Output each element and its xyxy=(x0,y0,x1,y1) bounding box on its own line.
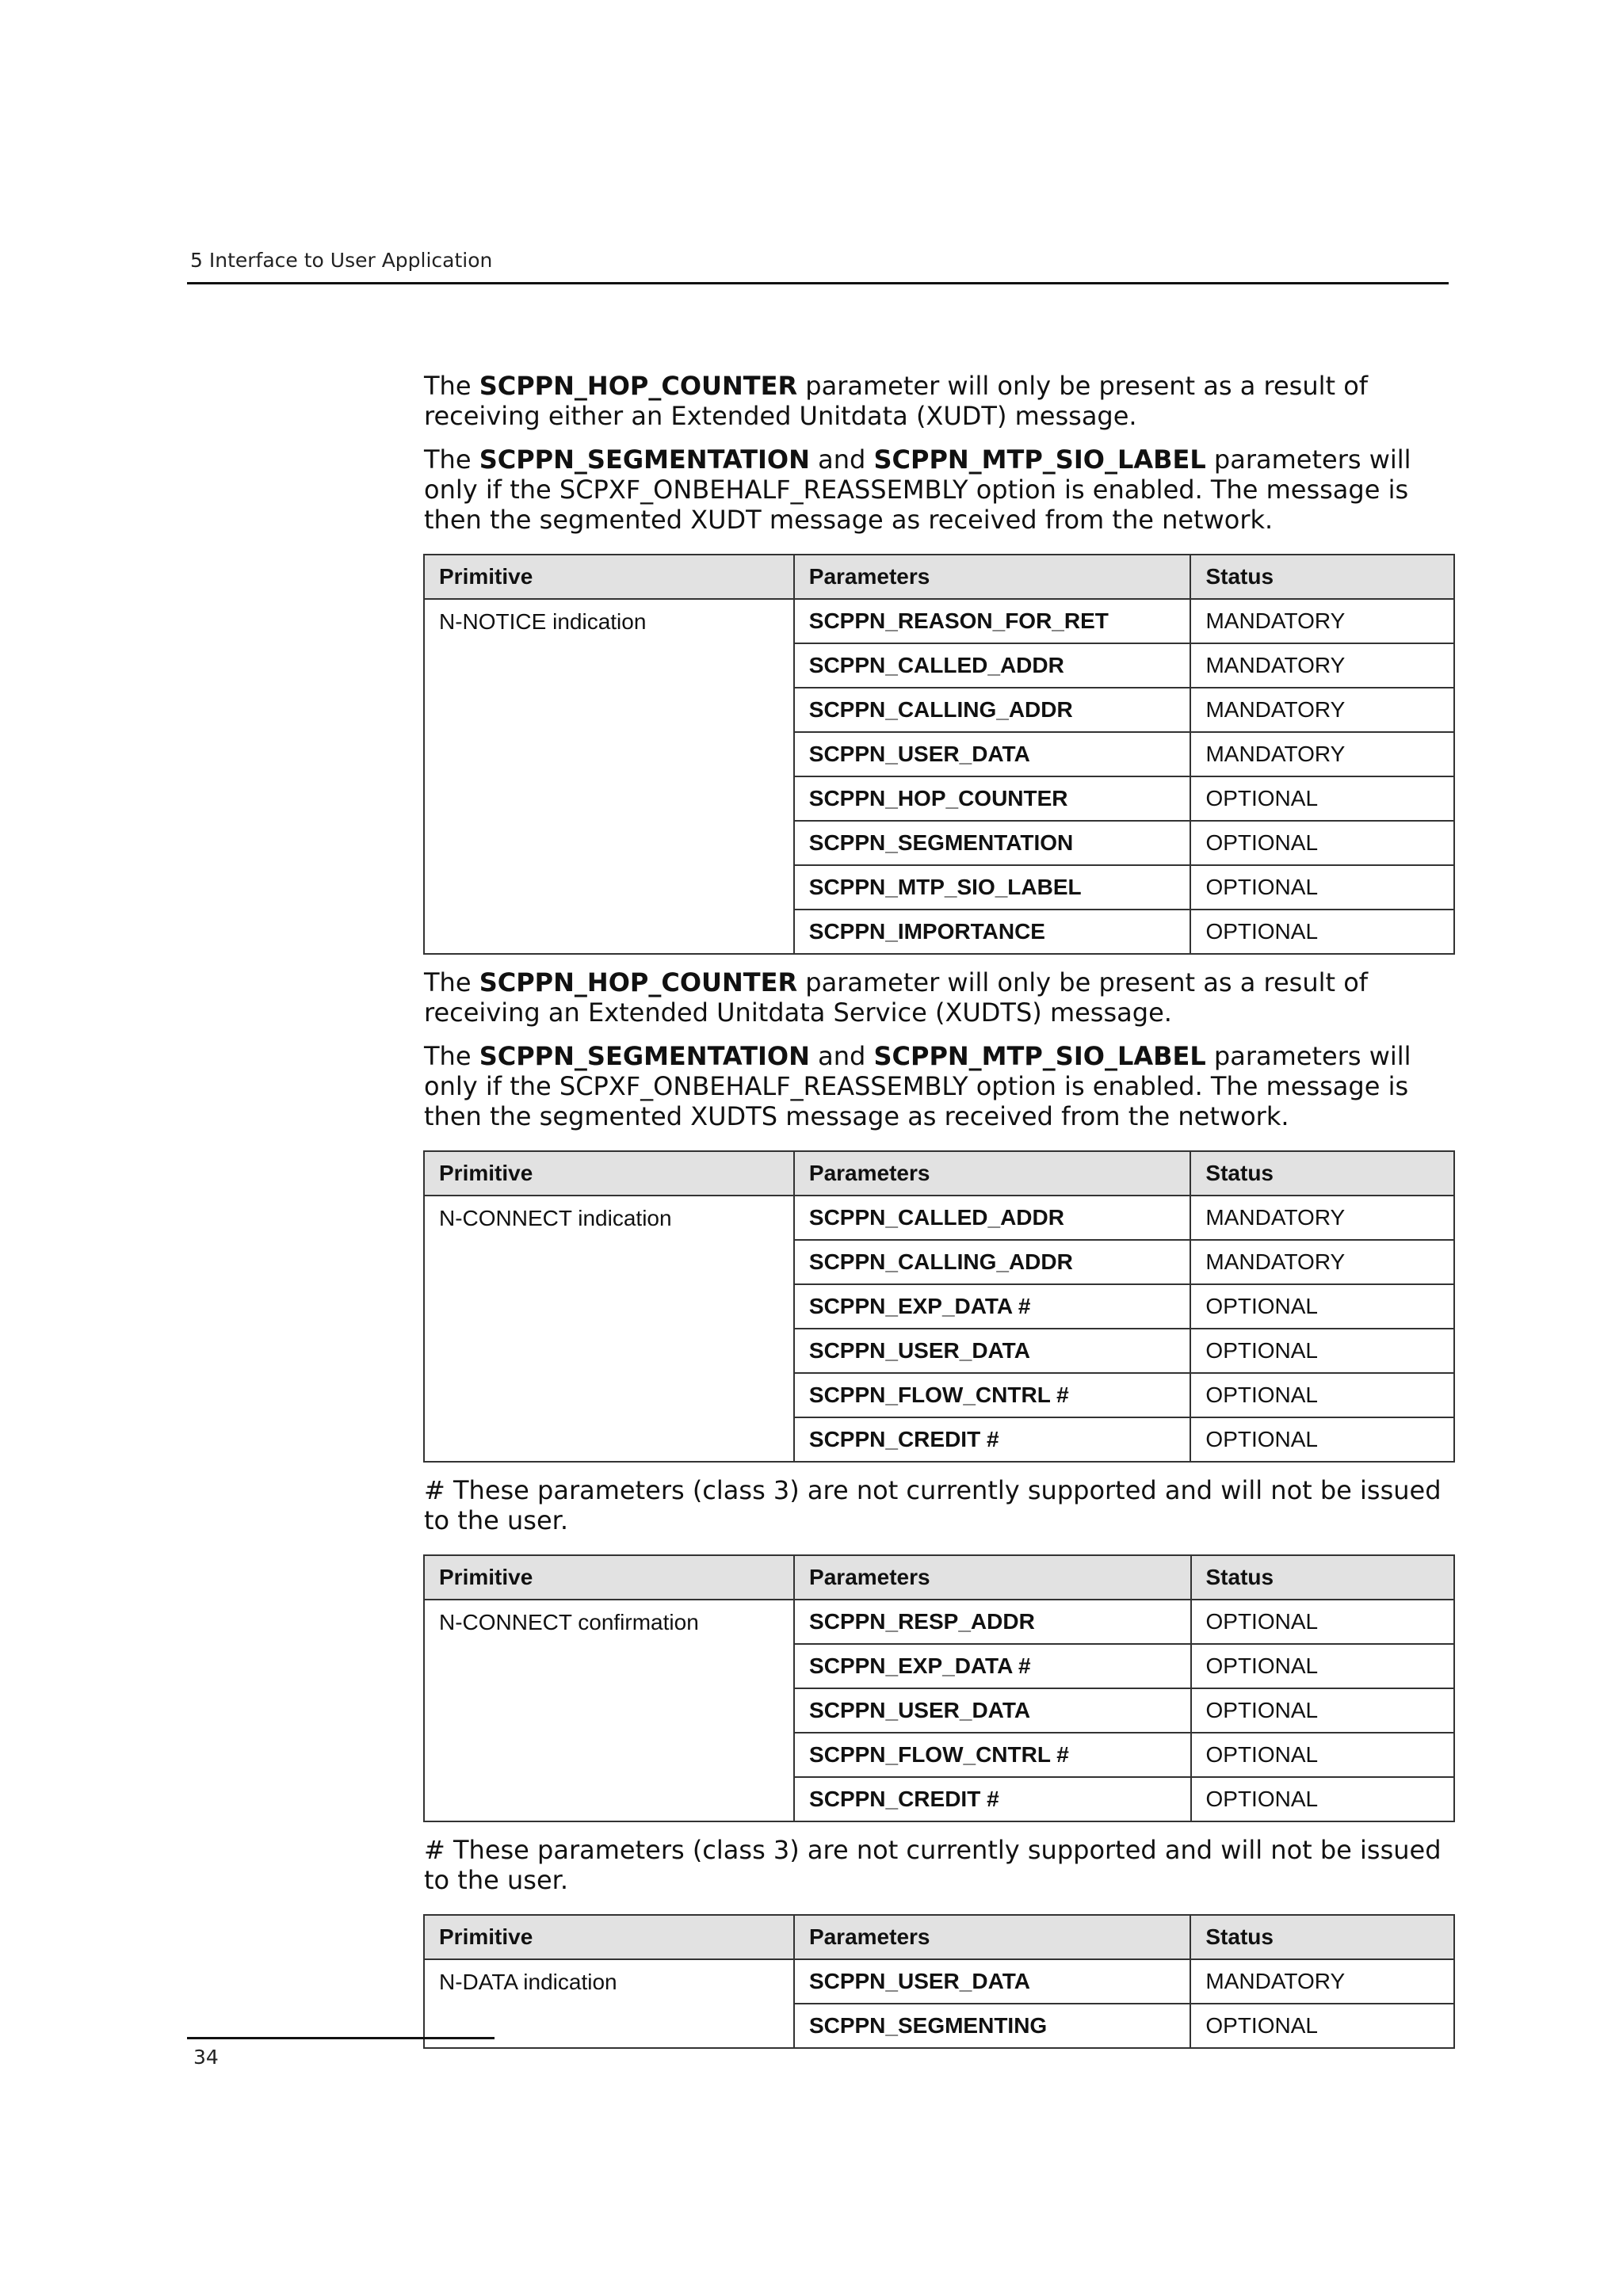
text-run: # These parameters (class 3) are not currently supported and will not be issued to the user. xyxy=(424,1835,1442,1895)
parameter-cell: SCPPN_CALLED_ADDR xyxy=(794,1196,1191,1240)
table-row xyxy=(424,1600,1454,1644)
status-cell: OPTIONAL xyxy=(1191,1600,1455,1644)
table-header-row xyxy=(424,1555,1454,1600)
table-row xyxy=(424,1196,1454,1240)
parameter-cell: SCPPN_EXP_DATA # xyxy=(794,1284,1191,1329)
status-cell: MANDATORY xyxy=(1190,1196,1454,1240)
parameter-cell: SCPPN_FLOW_CNTRL # xyxy=(794,1373,1191,1417)
header-status: Status xyxy=(1190,1915,1454,1959)
text-run: parameters will only if the SCPXF_ONBEHALF_REASSEMBLY option is enabled. The message is then the segmented XUDTS message as received from the network. xyxy=(424,1041,1411,1131)
parameter-cell: SCPPN_IMPORTANCE xyxy=(794,910,1191,954)
table-header-row xyxy=(424,1915,1454,1959)
paragraph xyxy=(424,444,1454,535)
header-primitive: Primitive xyxy=(424,1555,794,1600)
text-run: The xyxy=(424,1041,479,1071)
header-rule xyxy=(187,282,1449,284)
status-cell: OPTIONAL xyxy=(1190,1417,1454,1462)
parameter-cell: SCPPN_USER_DATA xyxy=(794,1959,1190,2004)
parameter-cell: SCPPN_MTP_SIO_LABEL xyxy=(794,865,1191,910)
header-primitive: Primitive xyxy=(424,555,794,599)
bold-term: SCPPN_HOP_COUNTER xyxy=(479,967,798,997)
text-run: and xyxy=(809,444,874,475)
table-header-row xyxy=(424,1151,1454,1196)
header-parameters: Parameters xyxy=(794,1915,1190,1959)
footer-rule xyxy=(187,2037,495,2039)
header-status: Status xyxy=(1191,1555,1455,1600)
parameters-table xyxy=(423,554,1455,955)
parameter-cell: SCPPN_CALLING_ADDR xyxy=(794,1240,1191,1284)
primitive-cell: N-NOTICE indication xyxy=(424,599,794,954)
parameter-cell: SCPPN_HOP_COUNTER xyxy=(794,776,1191,821)
primitive-cell: N-CONNECT indication xyxy=(424,1196,794,1462)
parameter-cell: SCPPN_CALLING_ADDR xyxy=(794,688,1191,732)
text-run: The xyxy=(424,444,479,475)
status-cell: OPTIONAL xyxy=(1191,1688,1455,1733)
text-run: parameters will only if the SCPXF_ONBEHALF_REASSEMBLY option is enabled. The message is then the segmented XUDT message as received from the network. xyxy=(424,444,1411,535)
status-cell: OPTIONAL xyxy=(1190,2004,1454,2048)
parameter-cell: SCPPN_USER_DATA xyxy=(794,732,1191,776)
paragraph xyxy=(424,967,1454,1028)
status-cell: OPTIONAL xyxy=(1190,821,1454,865)
parameter-cell: SCPPN_FLOW_CNTRL # xyxy=(794,1733,1190,1777)
text-run: # These parameters (class 3) are not currently supported and will not be issued to the user. xyxy=(424,1475,1442,1535)
parameter-cell: SCPPN_EXP_DATA # xyxy=(794,1644,1190,1688)
table-row xyxy=(424,1959,1454,2004)
bold-term: SCPPN_HOP_COUNTER xyxy=(479,371,798,401)
status-cell: MANDATORY xyxy=(1190,643,1454,688)
status-cell: OPTIONAL xyxy=(1190,776,1454,821)
status-cell: OPTIONAL xyxy=(1190,1373,1454,1417)
running-header: 5 Interface to User Application xyxy=(190,249,493,272)
header-parameters: Parameters xyxy=(794,555,1191,599)
primitive-cell: N-DATA indication xyxy=(424,1959,794,2048)
parameter-cell: SCPPN_USER_DATA xyxy=(794,1329,1191,1373)
table-row xyxy=(424,599,1454,643)
page-content xyxy=(424,371,1454,2061)
header-parameters: Parameters xyxy=(794,1555,1190,1600)
status-cell: MANDATORY xyxy=(1190,688,1454,732)
text-run: and xyxy=(809,1041,874,1071)
status-cell: MANDATORY xyxy=(1190,1959,1454,2004)
header-primitive: Primitive xyxy=(424,1915,794,1959)
parameter-cell: SCPPN_CALLED_ADDR xyxy=(794,643,1191,688)
page-number: 34 xyxy=(193,2046,219,2069)
paragraph xyxy=(424,1835,1454,1895)
primitive-cell: N-CONNECT confirmation xyxy=(424,1600,794,1821)
parameter-cell: SCPPN_REASON_FOR_RET xyxy=(794,599,1191,643)
status-cell: OPTIONAL xyxy=(1190,910,1454,954)
paragraph xyxy=(424,1041,1454,1131)
header-status: Status xyxy=(1190,1151,1454,1196)
parameter-cell: SCPPN_SEGMENTING xyxy=(794,2004,1190,2048)
parameters-table xyxy=(423,1914,1455,2049)
parameter-cell: SCPPN_USER_DATA xyxy=(794,1688,1190,1733)
table-header-row xyxy=(424,555,1454,599)
text-run: parameter will only be present as a result of receiving either an Extended Unitdata (XUDT) message. xyxy=(424,371,1369,431)
bold-term: SCPPN_MTP_SIO_LABEL xyxy=(873,444,1206,475)
parameters-table xyxy=(423,1150,1455,1463)
status-cell: MANDATORY xyxy=(1190,732,1454,776)
header-primitive: Primitive xyxy=(424,1151,794,1196)
status-cell: OPTIONAL xyxy=(1190,865,1454,910)
header-parameters: Parameters xyxy=(794,1151,1191,1196)
status-cell: MANDATORY xyxy=(1190,1240,1454,1284)
status-cell: OPTIONAL xyxy=(1190,1284,1454,1329)
paragraph xyxy=(424,1475,1454,1535)
status-cell: MANDATORY xyxy=(1190,599,1454,643)
status-cell: OPTIONAL xyxy=(1190,1329,1454,1373)
bold-term: SCPPN_MTP_SIO_LABEL xyxy=(873,1041,1206,1071)
parameter-cell: SCPPN_SEGMENTATION xyxy=(794,821,1191,865)
paragraph xyxy=(424,371,1454,431)
text-run: The xyxy=(424,967,479,997)
parameters-table xyxy=(423,1554,1455,1822)
parameter-cell: SCPPN_CREDIT # xyxy=(794,1777,1190,1821)
status-cell: OPTIONAL xyxy=(1191,1777,1455,1821)
parameter-cell: SCPPN_CREDIT # xyxy=(794,1417,1191,1462)
text-run: The xyxy=(424,371,479,401)
bold-term: SCPPN_SEGMENTATION xyxy=(479,444,810,475)
bold-term: SCPPN_SEGMENTATION xyxy=(479,1041,810,1071)
parameter-cell: SCPPN_RESP_ADDR xyxy=(794,1600,1190,1644)
text-run: parameter will only be present as a result of receiving an Extended Unitdata Service (XUDTS) message. xyxy=(424,967,1369,1028)
status-cell: OPTIONAL xyxy=(1191,1733,1455,1777)
header-status: Status xyxy=(1190,555,1454,599)
status-cell: OPTIONAL xyxy=(1191,1644,1455,1688)
